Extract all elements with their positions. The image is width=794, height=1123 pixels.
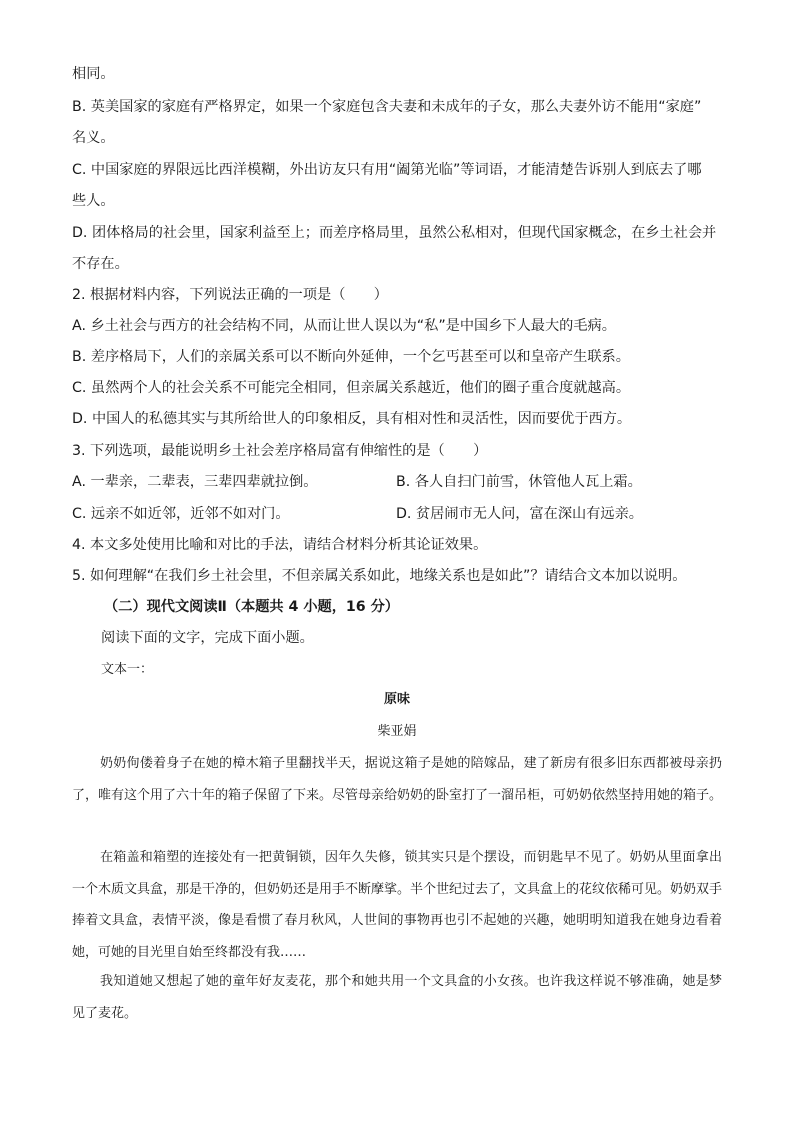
q3-option-d: D. 贫居闹市无人问，富在深山有远亲。 xyxy=(396,506,643,522)
option-d-line: D. 团体格局的社会里，国家利益至上；而差序格局里，虽然公私相对，但现代国家概念，在乡土社会并 xyxy=(72,225,717,241)
text-line: 些人。 xyxy=(72,193,115,209)
text-label: 文本一： xyxy=(101,662,154,677)
story-paragraph: 我知道她又想起了她的童年好友麦花，那个和她共用一个文具盒的小女孩。也许我这样说不够准确，她是梦见了麦花。 xyxy=(72,974,722,1021)
q3-option-b: B. 各人自扫门前雪，休管他人瓦上霜。 xyxy=(396,474,642,490)
story-paragraph: 奶奶佝偻着身子在她的樟木箱子里翻找半天，据说这箱子是她的陪嫁品，建了新房有很多旧东西都被母亲扔了，唯有这个用了六十年的箱子保留了下来。尽管母亲给奶奶的卧室打了一溜吊柜，可奶奶依然坚持用她的箱子。 xyxy=(72,756,723,803)
story-author: 柴亚娟 xyxy=(377,724,417,739)
q3-option-c: C. 远亲不如近邻，近邻不如对门。 xyxy=(72,506,290,522)
question-4: 4. 本文多处使用比喻和对比的手法，请结合材料分析其论证效果。 xyxy=(72,537,488,553)
option-c-line: C. 中国家庭的界限远比西洋模糊，外出访友只有用“阖第光临”等词语，才能清楚告诉别人到底去了哪 xyxy=(72,162,702,178)
instruction: 阅读下面的文字，完成下面小题。 xyxy=(101,630,314,646)
q2-option-a: A. 乡土社会与西方的社会结构不同，从而让世人误以为“私”是中国乡下人最大的毛病。 xyxy=(72,318,616,334)
text-line: 名义。 xyxy=(72,130,115,146)
text-line: 不存在。 xyxy=(72,256,129,272)
q2-option-b: B. 差序格局下，人们的亲属关系可以不断向外延伸，一个乞丐甚至可以和皇帝产生联系。 xyxy=(72,349,630,365)
question-2: 2. 根据材料内容，下列说法正确的一项是（ ） xyxy=(72,287,388,303)
story-paragraph: 在箱盖和箱塑的连接处有一把黄铜锁，因年久失修，锁其实只是个摆设，而钥匙早不见了。奶奶从里面拿出一个木质文具盒，那是干净的，但奶奶还是用手不断摩挲。半个世纪过去了，文具盒上的花纹依稀可见。奶奶双手捧着文具盒，表情平淡，像是看惯了春月秋风，人世间的事物再也引不起她的兴趣，她明明知道我在她身边看着她，可她的目光里自始至终都没有我…… xyxy=(72,850,723,961)
section-title: （二）现代文阅读Ⅱ（本题共 4 小题，16 分） xyxy=(104,599,399,615)
text-line: 相同。 xyxy=(72,66,115,82)
q3-option-a: A. 一辈亲，二辈表，三辈四辈就拉倒。 xyxy=(72,474,318,490)
option-b-line: B. 英美国家的家庭有严格界定，如果一个家庭包含夫妻和未成年的子女，那么夫妻外访不能用“家庭” xyxy=(72,99,702,115)
q2-option-d: D. 中国人的私德其实与其所给世人的印象相反，具有相对性和灵活性，因而要优于西方。 xyxy=(72,411,632,427)
question-5: 5. 如何理解“在我们乡土社会里，不但亲属关系如此，地缘关系也是如此”？请结合文本加以说明。 xyxy=(72,568,687,584)
q2-option-c: C. 虽然两个人的社会关系不可能完全相同，但亲属关系越近，他们的圈子重合度就越高。 xyxy=(72,380,631,396)
story-title: 原味 xyxy=(383,692,410,707)
question-3: 3. 下列选项，最能说明乡土社会差序格局富有伸缩性的是（ ） xyxy=(72,443,488,459)
